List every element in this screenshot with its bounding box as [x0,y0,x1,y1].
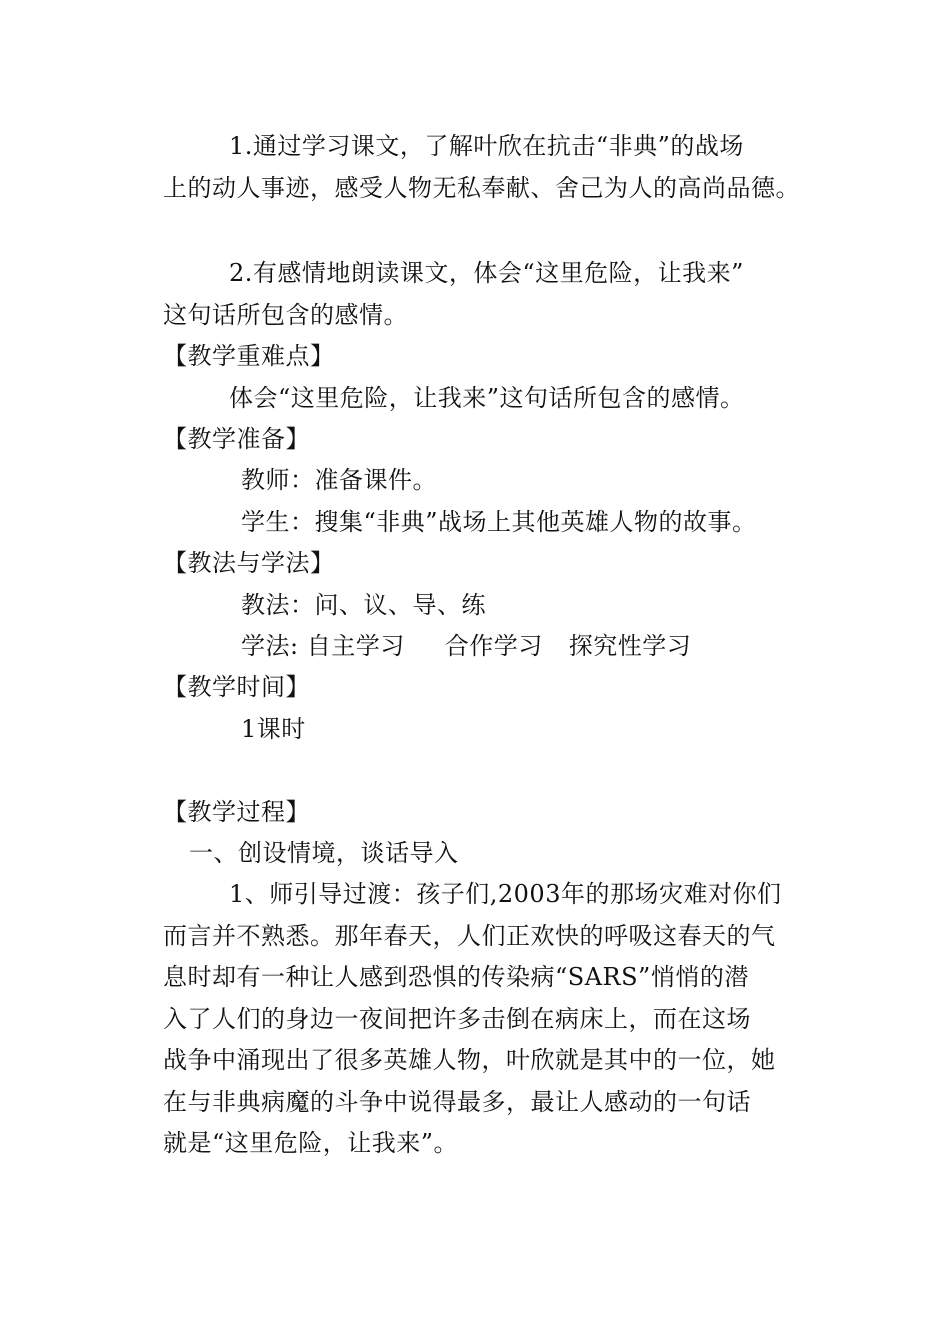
preparation-student: 学生：搜集“非典”战场上其他英雄人物的故事。 [241,508,757,536]
time-value: 1课时 [241,715,306,743]
process-heading: 【教学过程】 [163,798,310,826]
methods-heading: 【教法与学法】 [163,549,335,577]
process-paragraph-line: 1、师引导过渡：孩子们,2003年的那场灾难对你们 [229,880,782,908]
objective-1-line-2: 上的动人事迹，感受人物无私奉献、舍己为人的高尚品德。 [163,174,800,202]
process-paragraph-line: 战争中涌现出了很多英雄人物，叶欣就是其中的一位，她 [163,1046,776,1074]
process-paragraph-line: 息时却有一种让人感到恐惧的传染病“SARS”悄悄的潜 [163,963,749,991]
key-points-heading: 【教学重难点】 [163,342,335,370]
process-paragraph-line: 就是“这里危险，让我来”。 [163,1129,459,1157]
objective-2-line-1: 2.有感情地朗读课文，体会“这里危险，让我来” [229,259,744,287]
objective-1-line-1: 1.通过学习课文，了解叶欣在抗击“非典”的战场 [229,132,744,160]
key-points-text: 体会“这里危险，让我来”这句话所包含的感情。 [229,384,745,412]
preparation-heading: 【教学准备】 [163,425,310,453]
process-paragraph-line: 入了人们的身边一夜间把许多击倒在病床上，而在这场 [163,1005,751,1033]
process-section-1-title: 一、创设情境，谈话导入 [189,839,459,867]
methods-learning [241,629,691,663]
methods-learning-label: 学法: 自主学习 [241,632,405,660]
time-heading: 【教学时间】 [163,673,310,701]
methods-learning-item-3: 探究性学习 [568,632,692,660]
process-paragraph-line: 在与非典病魔的斗争中说得最多，最让人感动的一句话 [163,1088,751,1116]
objective-2-line-2: 这句话所包含的感情。 [163,301,408,329]
methods-teaching: 教法：问、议、导、练 [241,591,486,619]
preparation-teacher: 教师：准备课件。 [241,466,437,494]
process-paragraph-line: 而言并不熟悉。那年春天，人们正欢快的呼吸这春天的气 [163,922,776,950]
methods-learning-item-2: 合作学习 [444,632,543,660]
